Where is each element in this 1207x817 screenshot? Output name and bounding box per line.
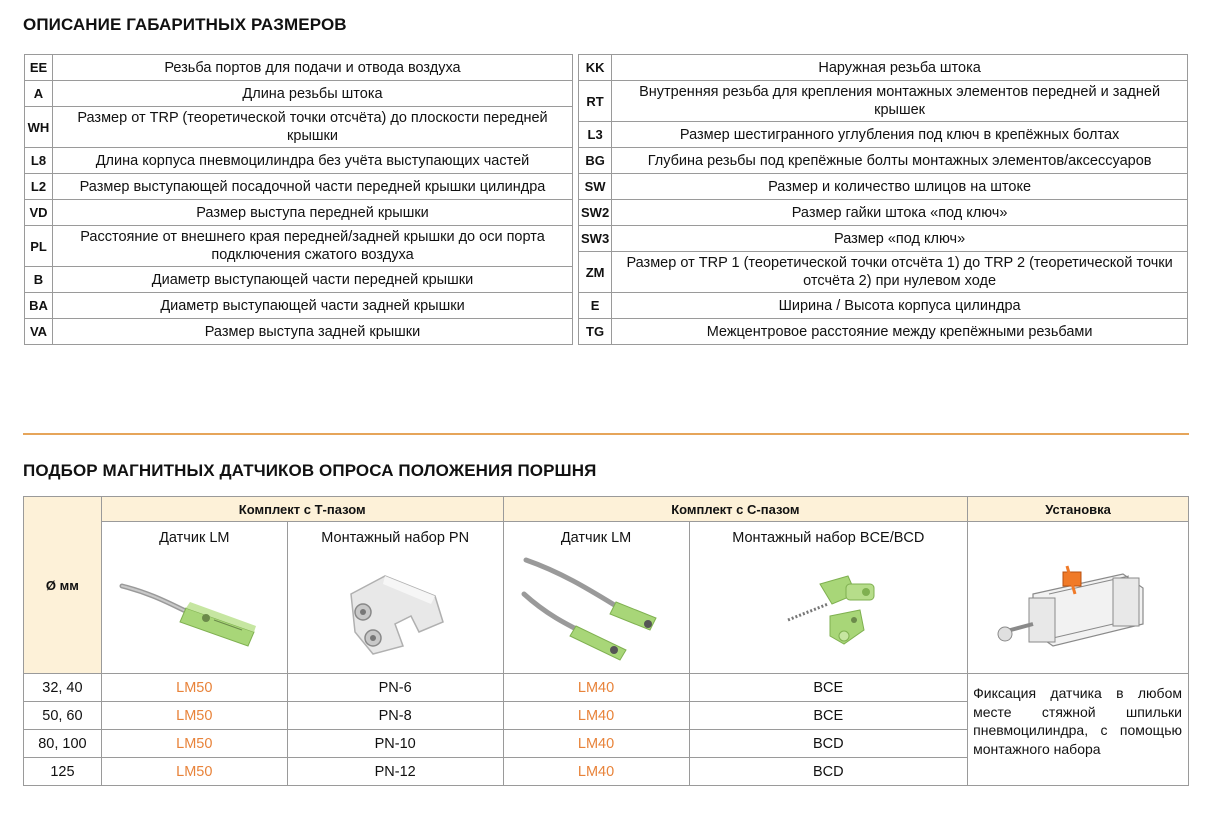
dimension-row [25,107,573,148]
c-kit-cell [689,522,968,674]
dimension-row [579,148,1188,174]
dimension-description: Длина корпуса пневмоцилиндра без учёта выступающих частей [53,148,573,174]
dimension-code: VA [25,319,53,345]
dimension-row [25,55,573,81]
c-sensor-image [516,554,676,664]
dimension-description: Размер «под ключ» [612,226,1188,252]
dimension-description: Наружная резьба штока [612,55,1188,81]
c-sensor-model[interactable]: LM40 [503,702,689,730]
dimension-description: Длина резьбы штока [53,81,573,107]
dimension-code: KK [579,55,612,81]
c-sensor-model[interactable]: LM40 [503,730,689,758]
c-kit-model: BCE [689,674,968,702]
product-image-row [24,522,1189,674]
c-kit-model: BCD [689,730,968,758]
dimension-code: VD [25,200,53,226]
dimension-description: Размер выступа передней крышки [53,200,573,226]
dimension-description: Размер от TRP 1 (теоретической точки отсчёта 1) до TRP 2 (теоретической точки отсчёта 2) при нулевом ходе [612,252,1188,293]
dimension-code: ZM [579,252,612,293]
t-sensor-cell [101,522,287,674]
dimension-code: SW2 [579,200,612,226]
dimension-row [579,293,1188,319]
dimension-description: Размер выступа задней крышки [53,319,573,345]
diameter-value: 50, 60 [24,702,102,730]
dimension-code: L3 [579,122,612,148]
c-sensor-cell [503,522,689,674]
dimension-row [579,252,1188,293]
sensor-selection-table [23,496,1189,786]
dimension-code: B [25,267,53,293]
t-kit-cell [287,522,503,674]
dimensions-table-right [578,54,1188,345]
c-kit-image [748,554,908,664]
c-kit-caption: Монтажный набор BCE/BCD [732,530,925,546]
dimension-code: SW [579,174,612,200]
diameter-value: 125 [24,758,102,786]
diameter-value: 80, 100 [24,730,102,758]
group-header-t-slot: Комплект с Т-пазом [101,497,503,522]
dimensions-table-left [24,54,573,345]
dimension-description: Внутренняя резьба для крепления монтажных элементов передней и задней крышек [612,81,1188,122]
dimension-row [579,226,1188,252]
install-image-cell [968,522,1189,674]
dimension-code: A [25,81,53,107]
dimension-row [25,319,573,345]
dimension-code: PL [25,226,53,267]
t-sensor-model[interactable]: LM50 [101,730,287,758]
dimension-code: BG [579,148,612,174]
dimension-code: SW3 [579,226,612,252]
dimension-code: WH [25,107,53,148]
dimension-description: Размер от TRP (теоретической точки отсчёта) до плоскости передней крышки [53,107,573,148]
dimension-row [25,293,573,319]
dimension-code: EE [25,55,53,81]
c-sensor-model[interactable]: LM40 [503,758,689,786]
t-kit-model: PN-12 [287,758,503,786]
t-kit-image [315,554,475,664]
cylinder-install-image [993,554,1163,664]
dimension-code: RT [579,81,612,122]
dimension-description: Ширина / Высота корпуса цилиндра [612,293,1188,319]
sensor-row [24,674,1189,702]
t-sensor-caption: Датчик LM [159,530,230,546]
dimension-code: L2 [25,174,53,200]
dimension-code: BA [25,293,53,319]
install-note: Фиксация датчика в любом месте стяжной шпильки пневмоцилиндра, с помощью монтажного набора [968,674,1189,786]
t-sensor-model[interactable]: LM50 [101,758,287,786]
dimension-description: Глубина резьбы под крепёжные болты монтажных элементов/аксессуаров [612,148,1188,174]
c-sensor-model[interactable]: LM40 [503,674,689,702]
c-kit-model: BCE [689,702,968,730]
dimension-row [25,81,573,107]
dimension-row [579,200,1188,226]
dimension-row [25,267,573,293]
t-sensor-image [114,554,274,664]
group-header-row [24,497,1189,522]
dimension-code: E [579,293,612,319]
dimension-description: Межцентровое расстояние между крепёжными резьбами [612,319,1188,345]
dimension-description: Размер и количество шлицов на штоке [612,174,1188,200]
dimension-row [579,81,1188,122]
dimension-row [25,148,573,174]
dimension-row [579,55,1188,81]
dimension-description: Размер шестигранного углубления под ключ в крепёжных болтах [612,122,1188,148]
t-kit-model: PN-10 [287,730,503,758]
diameter-value: 32, 40 [24,674,102,702]
dimension-description: Размер выступающей посадочной части передней крышки цилиндра [53,174,573,200]
section-title-sensors: ПОДБОР МАГНИТНЫХ ДАТЧИКОВ ОПРОСА ПОЛОЖЕНИЯ ПОРШНЯ [23,461,597,480]
t-sensor-model[interactable]: LM50 [101,674,287,702]
dimension-row [579,319,1188,345]
install-header: Установка [968,497,1189,522]
dimension-description: Диаметр выступающей части передней крышки [53,267,573,293]
dimension-description: Расстояние от внешнего края передней/задней крышки до оси порта подключения сжатого воздуха [53,226,573,267]
section-divider [23,433,1189,435]
dimension-code: L8 [25,148,53,174]
group-header-c-slot: Комплект с С-пазом [503,497,968,522]
dimension-row [25,174,573,200]
dimension-description: Диаметр выступающей части задней крышки [53,293,573,319]
dimension-code: TG [579,319,612,345]
t-kit-caption: Монтажный набор PN [321,530,470,546]
dimension-description: Резьба портов для подачи и отвода воздуха [53,55,573,81]
section-title-dimensions: ОПИСАНИЕ ГАБАРИТНЫХ РАЗМЕРОВ [23,15,347,34]
t-kit-model: PN-8 [287,702,503,730]
t-sensor-model[interactable]: LM50 [101,702,287,730]
dimension-row [579,174,1188,200]
dimension-description: Размер гайки штока «под ключ» [612,200,1188,226]
dimension-row [25,200,573,226]
c-sensor-caption: Датчик LM [560,530,632,546]
diameter-header: Ø мм [24,497,102,674]
c-kit-model: BCD [689,758,968,786]
dimension-row [579,122,1188,148]
dimension-row [25,226,573,267]
t-kit-model: PN-6 [287,674,503,702]
